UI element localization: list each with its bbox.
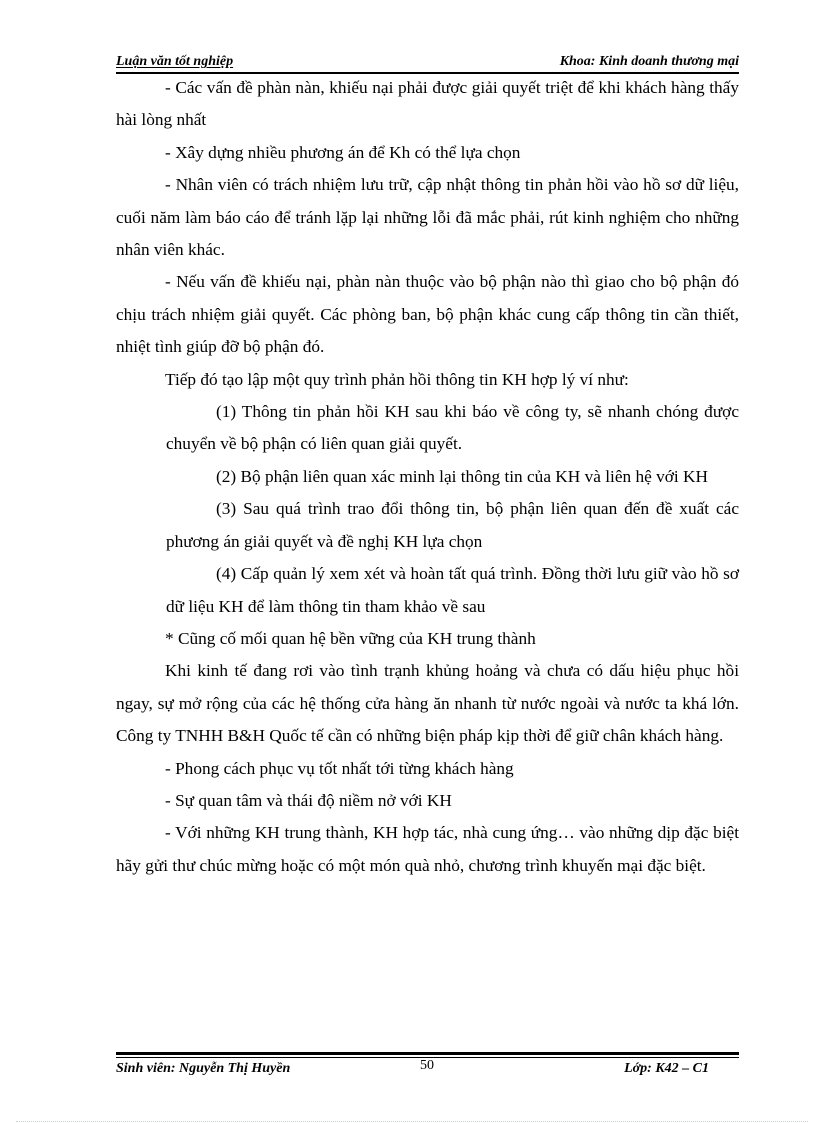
paragraph-economic-context: Khi kinh tế đang rơi vào tình trạnh khủng hoảng và chưa có dấu hiệu phục hồi ngay, sự mở rộng của các hệ thống cửa hàng ăn nhanh từ nước ngoài và nước ta khá lớn. Công ty TNHH B&H Quốc tế cần có những biện pháp kịp thời để giữ chân khách hàng. xyxy=(116,661,739,746)
paragraph-complaints: - Các vấn đề phàn nàn, khiếu nại phải được giải quyết triệt để khi khách hàng thấy hài lòng nhất xyxy=(116,78,739,130)
process-steps-list xyxy=(116,396,739,623)
page-number: 50 xyxy=(420,1058,434,1073)
process-step-3: (3) Sau quá trình trao đổi thông tin, bộ phận liên quan đến đề xuất các phương án giải quyết và đề nghị KH lựa chọn xyxy=(166,499,739,551)
paragraph-special-occasions: - Với những KH trung thành, KH hợp tác, nhà cung ứng… vào những dịp đặc biệt hãy gửi thư chúc mừng hoặc có một món quà nhỏ, chương trình khuyến mại đặc biệt. xyxy=(116,823,739,875)
paragraph-department-responsibility: - Nếu vấn đề khiếu nại, phàn nàn thuộc vào bộ phận nào thì giao cho bộ phận đó chịu trách nhiệm giải quyết. Các phòng ban, bộ phận khác cung cấp thông tin cần thiết, nhiệt tình giúp đỡ bộ phận đó. xyxy=(116,272,739,357)
footer-row xyxy=(116,1058,739,1080)
student-name: Sinh viên: Nguyễn Thị Huyền xyxy=(116,1061,291,1076)
page-footer xyxy=(116,1052,739,1080)
paragraph-options: - Xây dựng nhiều phương án để Kh có thể lựa chọn xyxy=(165,142,521,162)
faculty-label: Khoa: Kinh doanh thương mại xyxy=(559,54,739,69)
paragraph-process-intro: Tiếp đó tạo lập một quy trình phản hồi thông tin KH hợp lý ví như: xyxy=(165,369,629,389)
section-heading-loyal-customers: * Cũng cố mối quan hệ bền vững của KH trung thành xyxy=(165,628,536,648)
class-label: Lớp: K42 – C1 xyxy=(624,1061,709,1076)
page-header xyxy=(116,50,739,74)
thesis-label: Luận văn tốt nghiệp xyxy=(116,54,234,69)
page-edge-divider xyxy=(16,1121,808,1122)
paragraph-attention-attitude: - Sự quan tâm và thái độ niềm nở với KH xyxy=(165,790,452,810)
paragraph-service-style: - Phong cách phục vụ tốt nhất tới từng khách hàng xyxy=(165,758,514,778)
process-step-4: (4) Cấp quản lý xem xét và hoàn tất quá trình. Đồng thời lưu giữ vào hồ sơ dữ liệu KH để làm thông tin tham khảo về sau xyxy=(166,564,739,616)
paragraph-staff-records: - Nhân viên có trách nhiệm lưu trữ, cập nhật thông tin phản hồi vào hồ sơ dữ liệu, cuối năm làm báo cáo để tránh lặp lại những lỗi đã mắc phải, rút kinh nghiệm cho những nhân viên khác. xyxy=(116,175,739,260)
process-step-2: (2) Bộ phận liên quan xác minh lại thông tin của KH và liên hệ với KH xyxy=(216,466,708,486)
page-body xyxy=(116,72,739,882)
process-step-1: (1) Thông tin phản hồi KH sau khi báo về công ty, sẽ nhanh chóng được chuyển về bộ phận có liên quan giải quyết. xyxy=(166,402,739,454)
